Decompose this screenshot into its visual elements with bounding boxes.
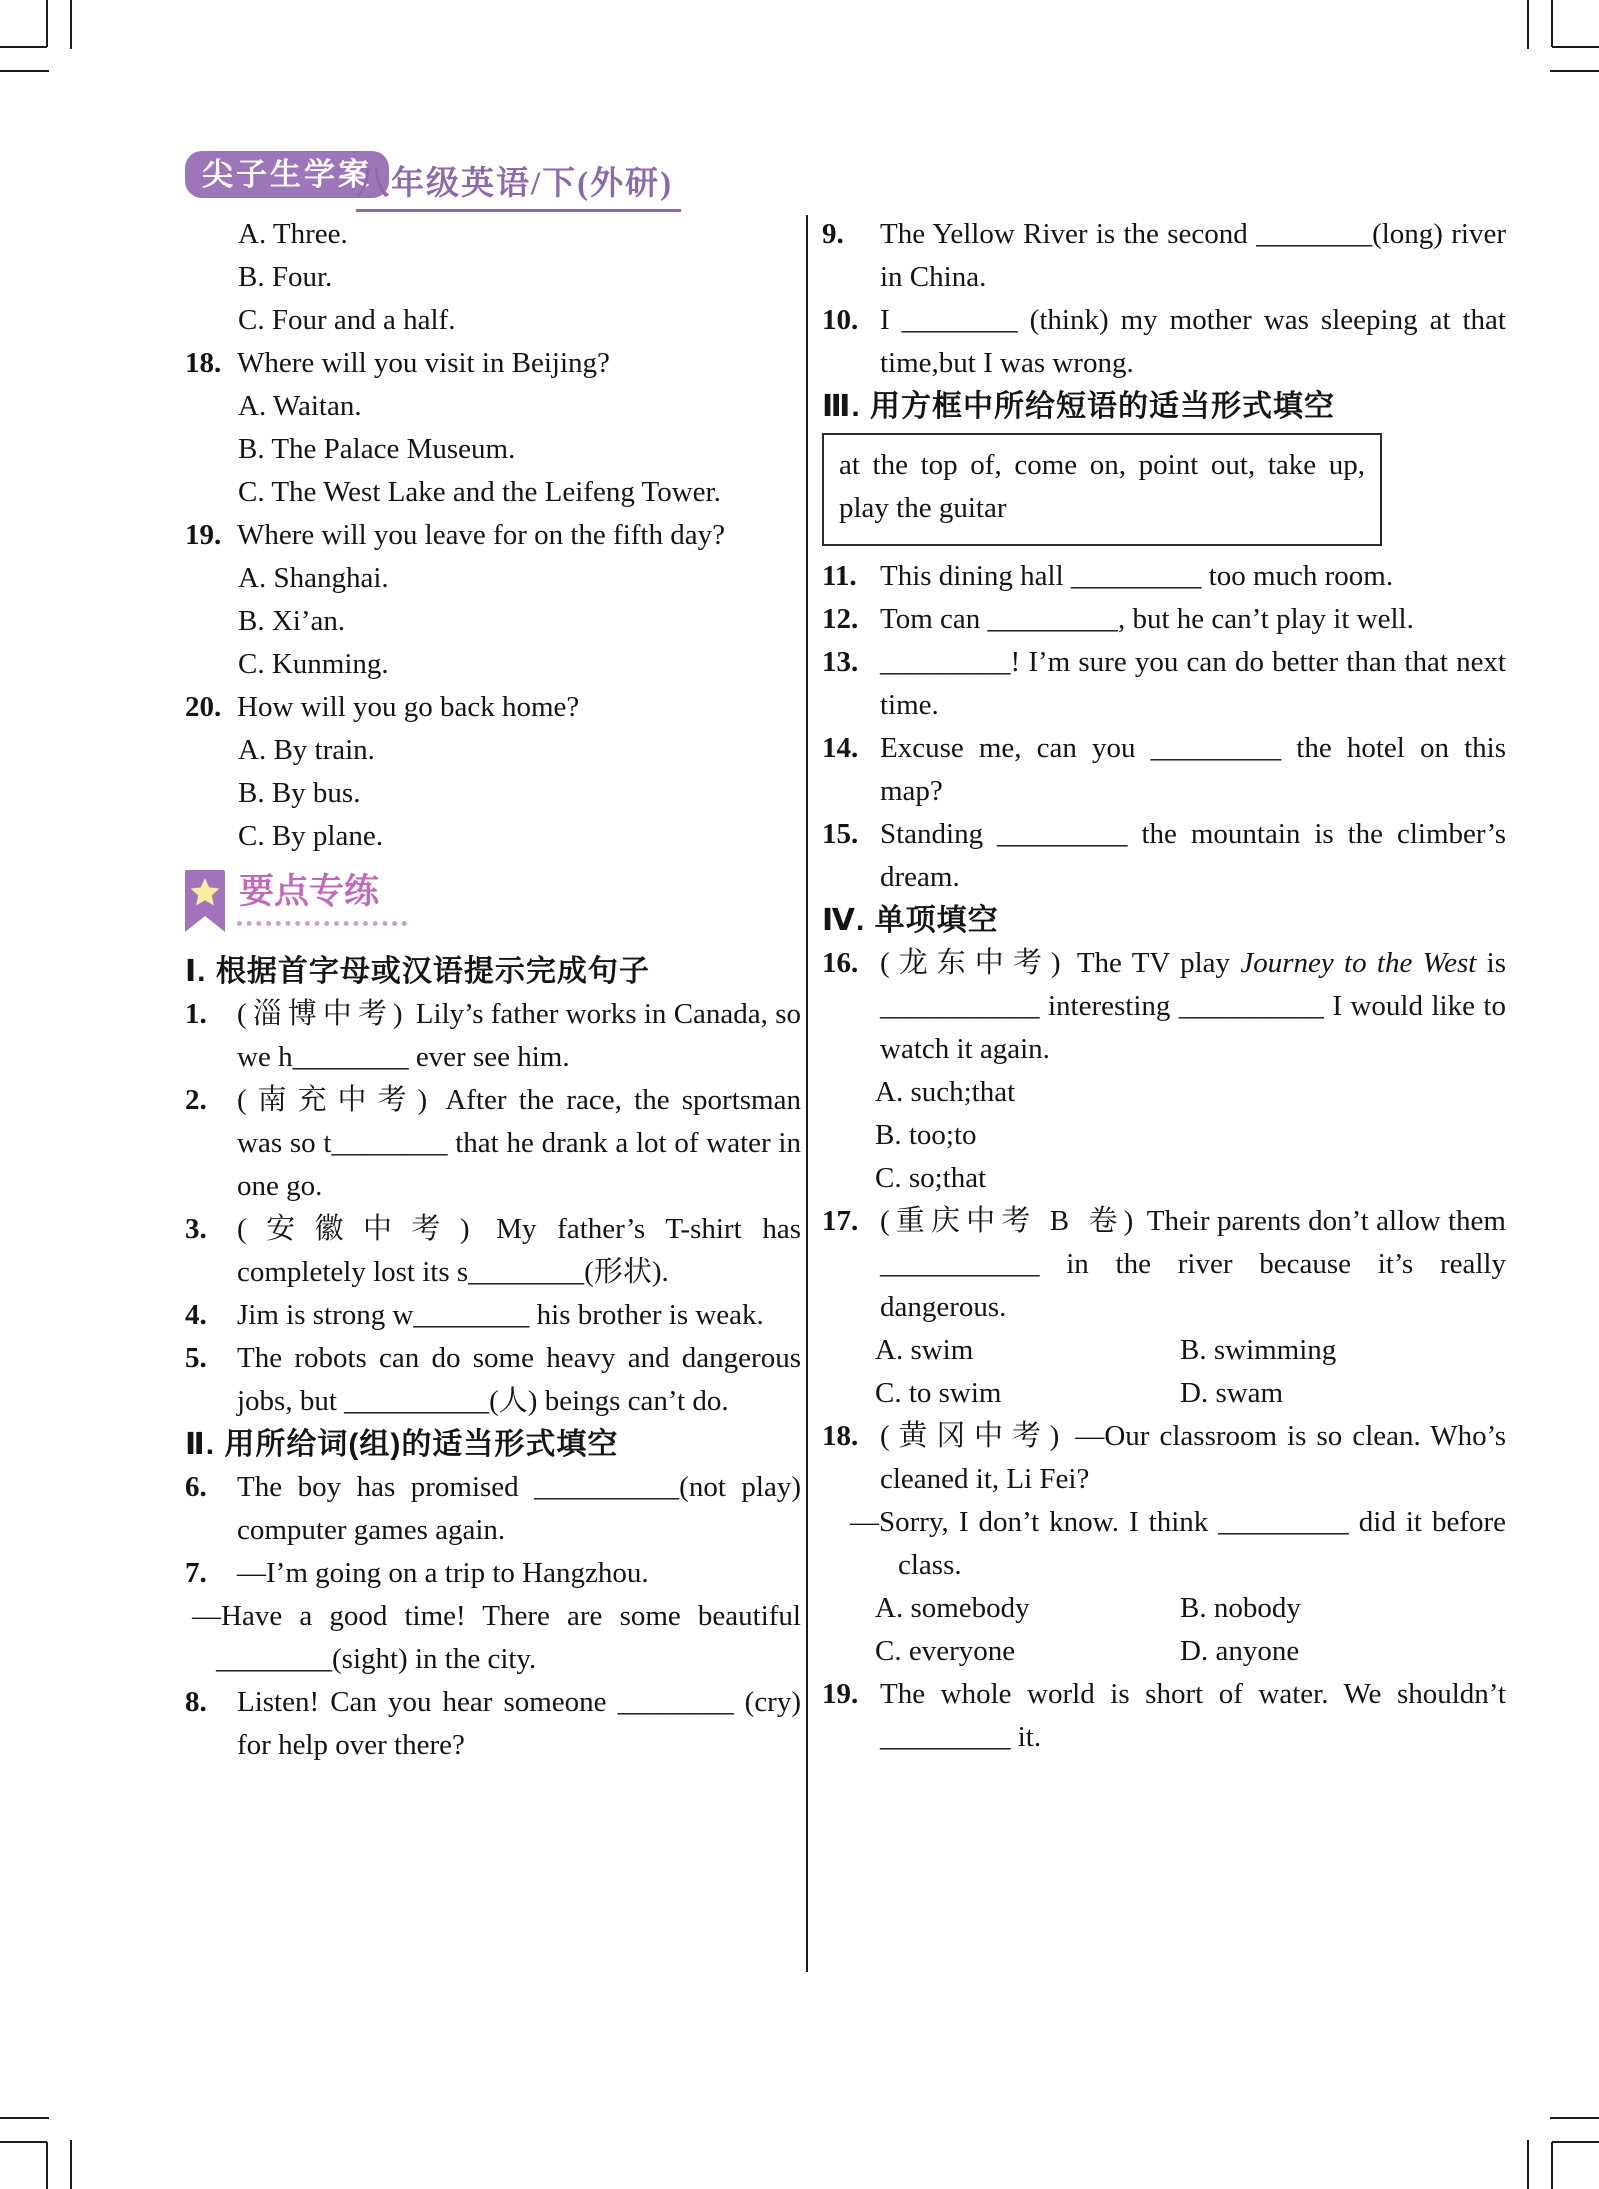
crop-mark xyxy=(0,46,47,48)
exam-tag: (淄博中考) xyxy=(237,998,409,1030)
option: A. By train. xyxy=(238,734,375,766)
option: A. swim xyxy=(875,1334,974,1366)
crop-mark xyxy=(1527,0,1529,49)
crop-mark xyxy=(1551,0,1553,47)
option: C. so;that xyxy=(875,1162,987,1194)
question-7 xyxy=(185,1552,801,1595)
question-text: How will you go back home? xyxy=(237,691,580,723)
column-divider xyxy=(806,215,808,1972)
question-number: 13. xyxy=(822,646,859,678)
question-number: 5. xyxy=(185,1342,207,1374)
question-12 xyxy=(822,598,1506,641)
dialog-line: —I’m going on a trip to Hangzhou. xyxy=(237,1557,649,1589)
question-text: Excuse me, can you _________ the hotel on this map? xyxy=(880,732,1506,807)
crop-mark xyxy=(70,0,72,49)
question-text: The TV play xyxy=(1066,947,1241,979)
option: D. swam xyxy=(1180,1377,1284,1409)
exam-tag: (南充中考) xyxy=(237,1084,434,1116)
question-number: 2. xyxy=(185,1084,207,1116)
right-column xyxy=(822,213,1506,1759)
question-text: Where will you leave for on the fifth day? xyxy=(237,519,725,551)
question-number: 1. xyxy=(185,998,207,1030)
option: B. The Palace Museum. xyxy=(238,433,516,465)
option: B. Xi’an. xyxy=(238,605,346,637)
question-number: 3. xyxy=(185,1213,207,1245)
question-18 xyxy=(822,1415,1506,1501)
question-13 xyxy=(822,641,1506,727)
question-text: The whole world is short of water. We shouldn’t _________ it. xyxy=(880,1678,1506,1753)
question-3 xyxy=(185,1208,801,1294)
option: C. By plane. xyxy=(238,820,383,852)
question-text: I ________ (think) my mother was sleeping at that time,but I was wrong. xyxy=(880,304,1506,379)
option: C. Four and a half. xyxy=(238,304,456,336)
dialog-line: —Our classroom is so clean. Who’s cleaned it, Li Fei? xyxy=(880,1420,1506,1495)
exam-tag: (龙东中考) xyxy=(880,947,1067,979)
question-text: The robots can do some heavy and dangerous jobs, but __________(人) beings can’t do. xyxy=(237,1342,801,1417)
crop-mark xyxy=(0,2117,49,2119)
question-text: is ___________ interesting __________ I would like to watch it again. xyxy=(880,947,1506,1065)
crop-mark xyxy=(1527,2140,1529,2189)
crop-mark xyxy=(0,70,49,72)
option: A. Waitan. xyxy=(238,390,362,422)
question-text: Tom can _________, but he can’t play it well. xyxy=(880,603,1414,635)
option: D. anyone xyxy=(1180,1635,1300,1667)
question-text: Listen! Can you hear someone ________ (cry) for help over there? xyxy=(237,1686,801,1761)
option-row xyxy=(822,1630,1506,1673)
phrase-box: at the top of, come on, point out, take up, play the guitar xyxy=(822,433,1382,546)
option: A. such;that xyxy=(875,1076,1016,1108)
question-text: Lily’s father works in Canada, so we h________ ever see him. xyxy=(237,998,801,1073)
question-19 xyxy=(185,514,801,557)
book-subtitle: 八年级英语/下(外研) xyxy=(356,157,681,212)
question-number: 12. xyxy=(822,603,859,635)
section-heading-3: Ⅲ. 用方框中所给短语的适当形式填空 xyxy=(822,390,1336,423)
question-number: 14. xyxy=(822,732,859,764)
question-14 xyxy=(822,727,1506,813)
crop-mark xyxy=(1552,46,1599,48)
option: C. Kunming. xyxy=(238,648,389,680)
question-number: 7. xyxy=(185,1557,207,1589)
option-row xyxy=(822,1587,1506,1630)
crop-mark xyxy=(1550,2117,1599,2119)
question-number: 6. xyxy=(185,1471,207,1503)
keypoint-badge-label: 要点专练 xyxy=(237,870,407,926)
question-number: 11. xyxy=(822,560,857,592)
option: B. Four. xyxy=(238,261,333,293)
question-text: After the race, the sportsman was so t________ that he drank a lot of water in one go. xyxy=(237,1084,801,1202)
section-heading-4: Ⅳ. 单项填空 xyxy=(822,904,999,937)
option: A. Three. xyxy=(238,218,348,250)
exam-tag: (重庆中考 B 卷) xyxy=(880,1205,1140,1237)
option: B. nobody xyxy=(1180,1592,1301,1624)
dialog-line: —Have a good time! There are some beautiful ________(sight) in the city. xyxy=(192,1600,801,1675)
crop-mark xyxy=(1550,70,1599,72)
question-number: 19. xyxy=(185,519,222,551)
question-number: 15. xyxy=(822,818,859,850)
option: A. Shanghai. xyxy=(238,562,389,594)
option: C. The West Lake and the Leifeng Tower. xyxy=(238,476,721,508)
question-2 xyxy=(185,1079,801,1208)
question-text: Their parents don’t allow them ___________ in the river because it’s really dangerous. xyxy=(880,1205,1506,1323)
question-9 xyxy=(822,213,1506,299)
question-text: _________! I’m sure you can do better than that next time. xyxy=(880,646,1506,721)
question-number: 9. xyxy=(822,218,844,250)
crop-mark xyxy=(0,2141,47,2143)
question-text: Where will you visit in Beijing? xyxy=(237,347,610,379)
left-column xyxy=(185,213,801,1767)
exam-tag: (安徽中考) xyxy=(237,1213,476,1245)
option: B. By bus. xyxy=(238,777,361,809)
question-text: The boy has promised __________(not play) computer games again. xyxy=(237,1471,801,1546)
section-heading-1: Ⅰ. 根据首字母或汉语提示完成句子 xyxy=(185,955,650,988)
question-number: 18. xyxy=(185,347,222,379)
option-list xyxy=(822,1071,1506,1200)
brand-badge: 尖子生学案 xyxy=(185,151,389,198)
question-8 xyxy=(185,1681,801,1767)
question-number: 4. xyxy=(185,1299,207,1331)
question-19 xyxy=(822,1673,1506,1759)
crop-mark xyxy=(1551,2142,1553,2189)
question-number: 18. xyxy=(822,1420,859,1452)
question-text: This dining hall _________ too much room. xyxy=(880,560,1394,592)
question-16 xyxy=(822,942,1506,1071)
option: B. too;to xyxy=(875,1119,977,1151)
question-6 xyxy=(185,1466,801,1552)
question-text: Standing _________ the mountain is the climber’s dream. xyxy=(880,818,1506,893)
question-18 xyxy=(185,342,801,385)
crop-mark xyxy=(46,0,48,47)
crop-mark xyxy=(1552,2141,1599,2143)
option-row xyxy=(822,1329,1506,1372)
question-20 xyxy=(185,686,801,729)
italic-title: Journey to the West xyxy=(1240,947,1477,979)
question-text: The Yellow River is the second ________(long) river in China. xyxy=(880,218,1506,293)
section-heading-2: Ⅱ. 用所给词(组)的适当形式填空 xyxy=(185,1428,619,1461)
question-11 xyxy=(822,555,1506,598)
option: C. everyone xyxy=(875,1635,1016,1667)
keypoint-badge xyxy=(185,870,801,946)
question-number: 20. xyxy=(185,691,222,723)
question-number: 10. xyxy=(822,304,859,336)
option: C. to swim xyxy=(875,1377,1002,1409)
question-15 xyxy=(822,813,1506,899)
question-1 xyxy=(185,993,801,1079)
bookmark-star-icon xyxy=(185,870,225,932)
dialog-line: —Sorry, I don’t know. I think _________ did it before class. xyxy=(850,1506,1506,1581)
crop-mark xyxy=(46,2142,48,2189)
question-number: 8. xyxy=(185,1686,207,1718)
question-4 xyxy=(185,1294,801,1337)
exam-tag: (黄冈中考) xyxy=(880,1420,1066,1452)
option: B. swimming xyxy=(1180,1334,1337,1366)
question-text: Jim is strong w________ his brother is weak. xyxy=(237,1299,764,1331)
question-number: 16. xyxy=(822,947,859,979)
crop-mark xyxy=(70,2140,72,2189)
option: A. somebody xyxy=(875,1592,1030,1624)
option-row xyxy=(822,1372,1506,1415)
question-number: 17. xyxy=(822,1205,859,1237)
question-5 xyxy=(185,1337,801,1423)
question-text: My father’s T-shirt has completely lost its s________(形状). xyxy=(237,1213,801,1288)
question-17 xyxy=(822,1200,1506,1329)
question-10 xyxy=(822,299,1506,385)
question-number: 19. xyxy=(822,1678,859,1710)
